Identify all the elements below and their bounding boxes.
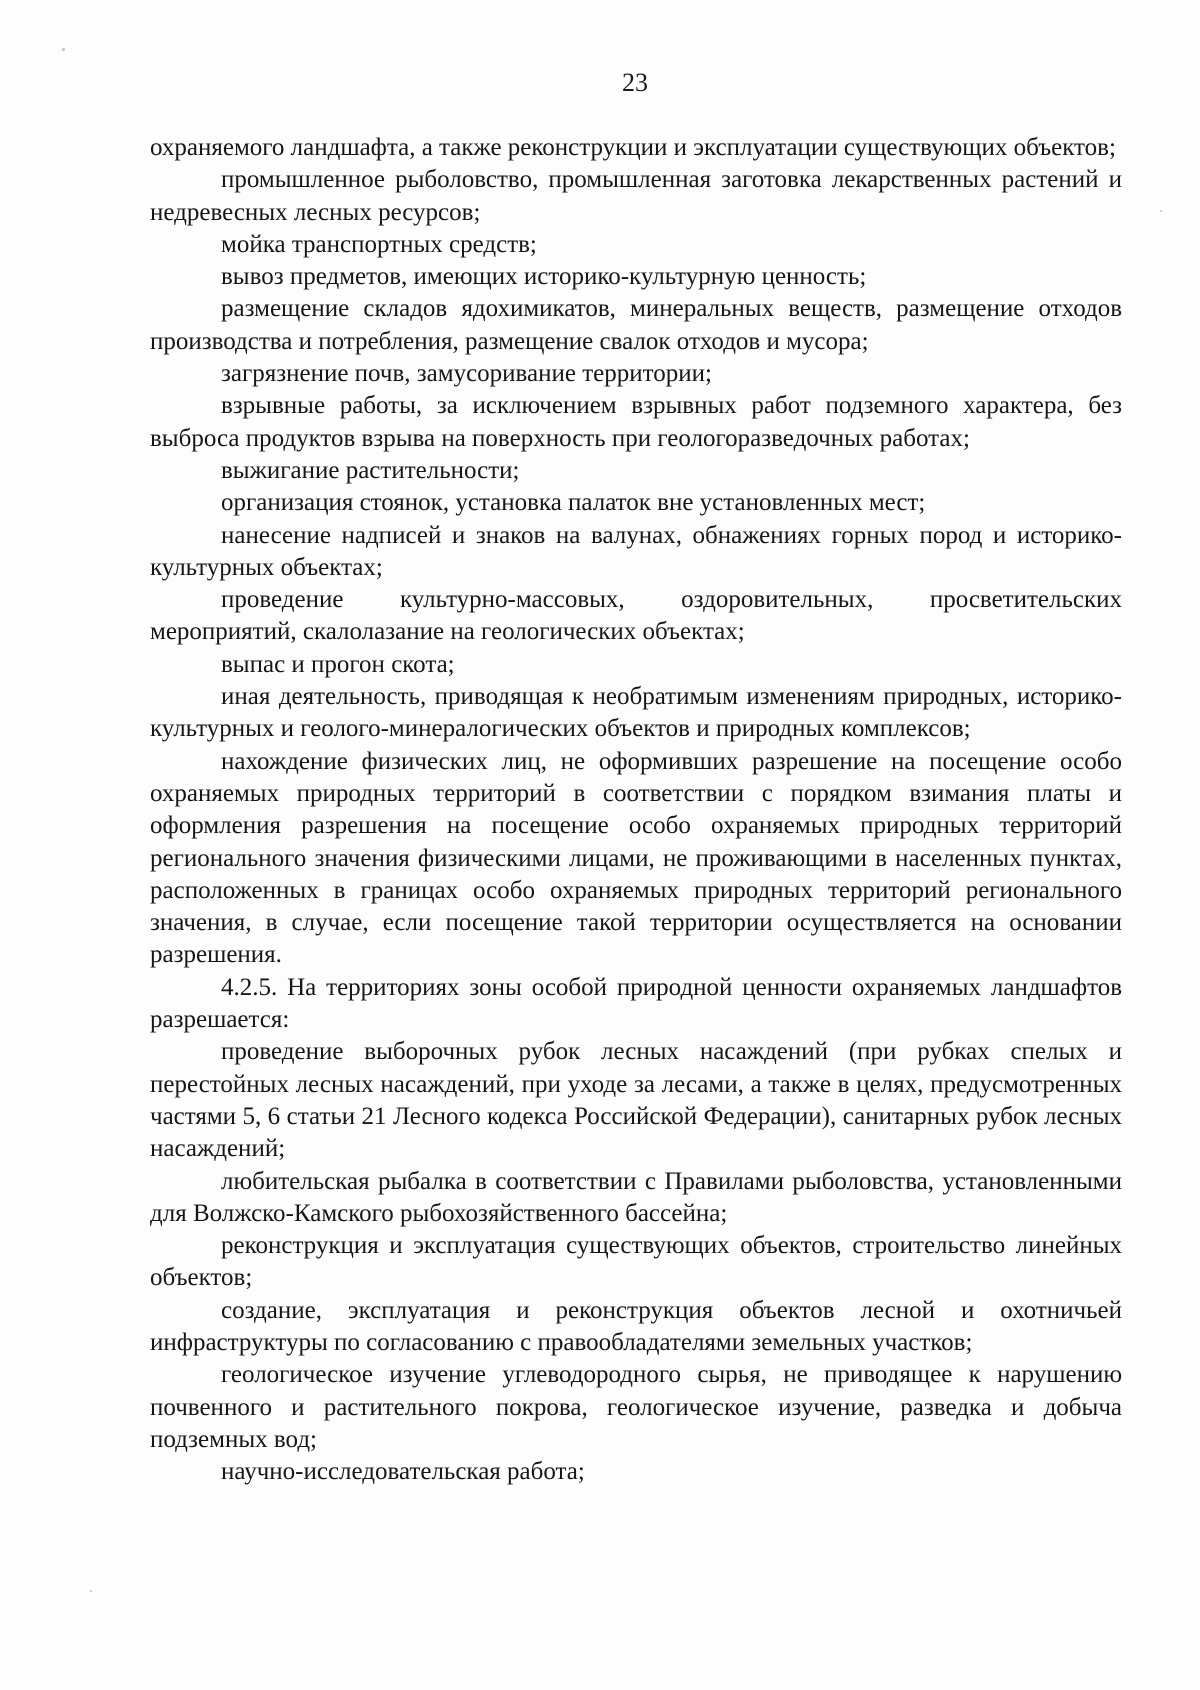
paragraph: научно-исследовательская работа; — [221, 1458, 585, 1486]
paragraph: реконструкция и эксплуатация существующих объектов, строительство линейных объектов; — [150, 1232, 1122, 1292]
paragraph: промышленное рыболовство, промышленная заготовка лекарственных растений и недревесных лесных ресурсов; — [150, 166, 1122, 226]
scan-speck — [1160, 210, 1162, 212]
scan-speck — [62, 48, 65, 51]
paragraph: проведение культурно-массовых, оздоровительных, просветительских мероприятий, скалолазание на геологических объектах; — [150, 586, 1122, 646]
paragraph: вывоз предметов, имеющих историко-культурную ценность; — [221, 263, 867, 291]
page-number: 23 — [622, 68, 648, 97]
section-heading-paragraph: 4.2.5. На территориях зоны особой природной ценности охраняемых ландшафтов разрешается: — [150, 973, 1122, 1034]
document-body — [150, 132, 1122, 1488]
paragraph: загрязнение почв, замусоривание территории; — [221, 360, 712, 388]
paragraph: создание, эксплуатация и реконструкция объектов лесной и охотничьей инфраструктуры по согласованию с правообладателями земельных участков; — [150, 1296, 1122, 1356]
paragraph: нахождение физических лиц, не оформивших разрешение на посещение особо охраняемых природных территорий в соответствии с порядком взимания платы и оформления разрешения на посещение особо охраняемых природных территорий регионального значения физическими лицами, не проживающими в населенных пунктах, расположенных в границах особо охраняемых природных территорий регионального значения, в случае, если посещение такой территории осуществляется на основании разрешения. — [150, 747, 1122, 969]
paragraph: любительская рыбалка в соответствии с Правилами рыболовства, установленными для Волжско-Камского рыбохозяйственного бассейна; — [150, 1167, 1122, 1227]
paragraph: выпас и прогон скота; — [221, 650, 455, 678]
paragraph: размещение складов ядохимикатов, минеральных веществ, размещение отходов производства и потребления, размещение свалок отходов и мусора; — [150, 295, 1122, 355]
paragraph: мойка транспортных средств; — [221, 230, 537, 258]
paragraph: иная деятельность, приводящая к необратимым изменениям природных, историко-культурных и геолого-минералогических объектов и природных комплексов; — [150, 683, 1122, 743]
scan-speck — [90, 1590, 92, 1592]
paragraph: взрывные работы, за исключением взрывных работ подземного характера, без выброса продуктов взрыва на поверхность при геологоразведочных работах; — [150, 392, 1122, 452]
paragraph: нанесение надписей и знаков на валунах, обнажениях горных пород и историко-культурных объектах; — [150, 521, 1122, 581]
paragraph: организация стоянок, установка палаток вне установленных мест; — [221, 489, 926, 517]
paragraph: проведение выборочных рубок лесных насаждений (при рубках спелых и перестойных лесных насаждений, при уходе за лесами, а также в целях, предусмотренных частями 5, 6 статьи 21 Лесного кодекса Российской Федерации), санитарных рубок лесных насаждений; — [150, 1038, 1122, 1163]
paragraph: выжигание растительности; — [221, 456, 520, 484]
paragraph-continuation: охраняемого ландшафта, а также реконструкции и эксплуатации существующих объектов; — [150, 134, 1116, 161]
paragraph: геологическое изучение углеводородного сырья, не приводящее к нарушению почвенного и растительного покрова, геологическое изучение, разведка и добыча подземных вод; — [150, 1361, 1122, 1453]
